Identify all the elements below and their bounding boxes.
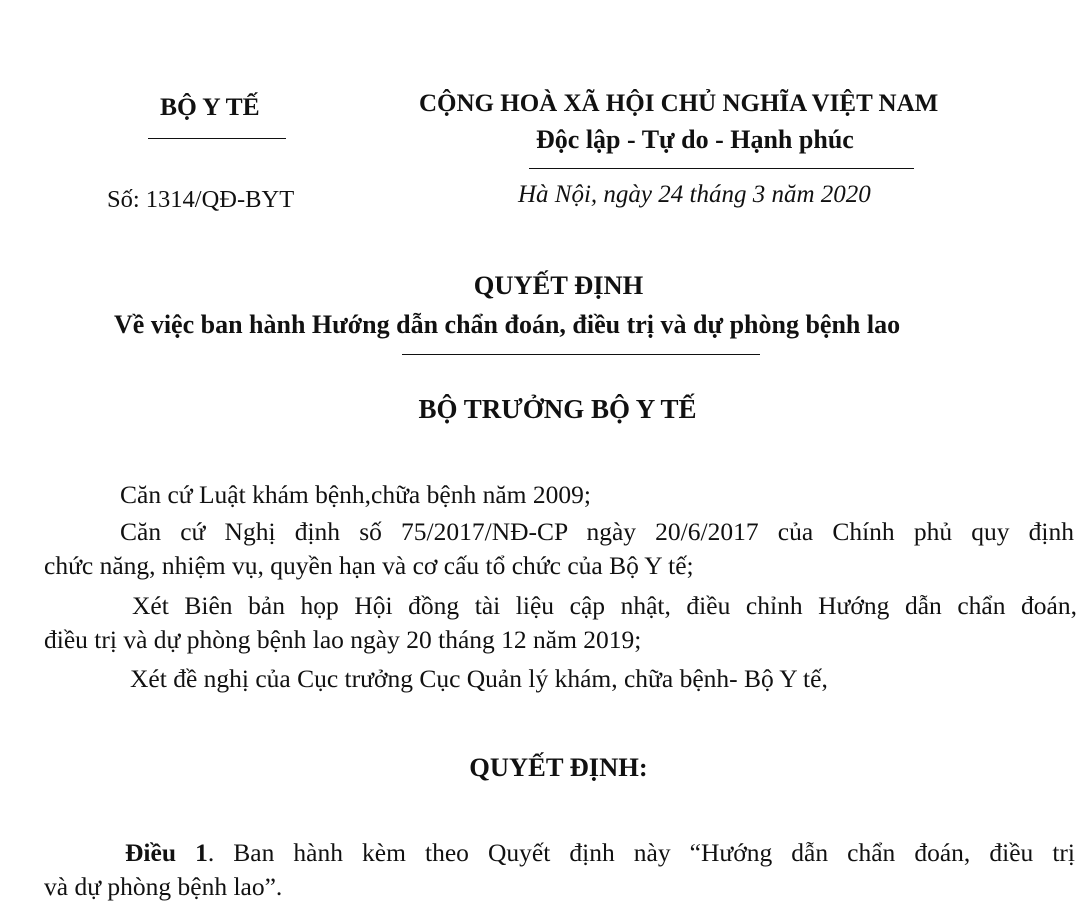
national-title: CỘNG HOÀ XÃ HỘI CHỦ NGHĨA VIỆT NAM — [419, 90, 939, 117]
national-motto: Độc lập - Tự do - Hạnh phúc — [536, 125, 854, 154]
document-type-title: QUYẾT ĐỊNH — [473, 270, 644, 300]
article-1-label: Điều 1 — [125, 838, 208, 867]
article-1-line-1 — [125, 837, 1075, 869]
article-1-line-2: và dự phòng bệnh lao”. — [44, 872, 283, 901]
place-and-date: Hà Nội, ngày 24 tháng 3 năm 2020 — [518, 181, 871, 208]
preamble-paragraph-2-line-2: chức năng, nhiệm vụ, quyền hạn và cơ cấu tổ chức của Bộ Y tế; — [44, 551, 694, 580]
article-1-text: . Ban hành kèm theo Quyết định này “Hướng dẫn chẩn đoán, điều trị — [207, 838, 1076, 867]
preamble-paragraph-2-line-1: Căn cứ Nghị định số 75/2017/NĐ-CP ngày 20/6/2017 của Chính phủ quy định — [120, 517, 1074, 546]
subject-underline — [402, 354, 760, 355]
issuing-authority: BỘ TRƯỞNG BỘ Y TẾ — [418, 394, 697, 424]
preamble-paragraph-4: Xét đề nghị của Cục trưởng Cục Quản lý khám, chữa bệnh- Bộ Y tế, — [130, 664, 828, 693]
agency-name: BỘ Y TẾ — [160, 92, 260, 121]
document-subject: Về việc ban hành Hướng dẫn chẩn đoán, điều trị và dự phòng bệnh lao — [114, 310, 901, 339]
motto-underline — [529, 168, 914, 169]
preamble-paragraph-1: Căn cứ Luật khám bệnh,chữa bệnh năm 2009; — [120, 480, 591, 509]
preamble-paragraph-3-line-1: Xét Biên bản họp Hội đồng tài liệu cập nhật, điều chỉnh Hướng dẫn chẩn đoán, — [132, 591, 1077, 620]
preamble-paragraph-3-line-2: điều trị và dự phòng bệnh lao ngày 20 tháng 12 năm 2019; — [44, 625, 642, 654]
decision-heading: QUYẾT ĐỊNH: — [469, 752, 648, 782]
document-number: Số: 1314/QĐ-BYT — [107, 186, 295, 213]
agency-underline — [148, 138, 286, 139]
